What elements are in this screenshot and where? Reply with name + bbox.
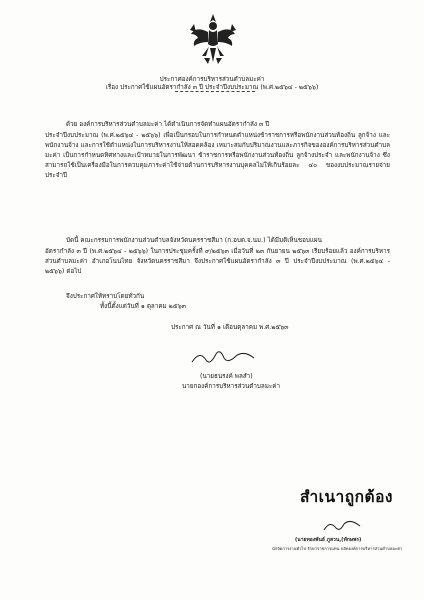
paragraph-1-first-line: ด้วย องค์การบริหารส่วนตำบลมะค่า ได้ดำเนินการจัดทำแผนอัตรากำลัง ๓ ปี	[66, 121, 270, 128]
announcement-date: ประกาศ ณ วันที่ ๑ เดือนตุลาคม พ.ศ.๒๕๖๓	[171, 324, 289, 331]
certifier-signature-mark	[322, 518, 362, 534]
signature-mark	[188, 346, 258, 368]
garuda-emblem-icon	[188, 12, 238, 72]
signatory-name: (นายธนรงค์ พลสำ)	[200, 373, 253, 380]
signatory-title: นายกองค์การบริหารส่วนตำบลมะค่า	[182, 383, 281, 390]
certifier-position: นักจัดการงานทั่วไป รักษาราชการแทน ปลัดองค์การบริหารส่วนตำบลมะค่า	[272, 546, 403, 551]
paragraph-2-first-line: บัดนี้ คณะกรรมการพนักงานส่วนตำบลจังหวัดนครราชสีมา (ก.อบต.จ.นม.) ได้มีมติเห็นชอบแผน	[66, 237, 322, 244]
certifier-name: (นายทองพันธ์ ภูสวน,(ทักษพร)	[295, 537, 362, 543]
paragraph-3: จึงประกาศให้ทราบโดยทั่วกัน	[66, 293, 145, 300]
certified-copy-stamp: สำเนาถูกต้อง	[300, 487, 393, 506]
paragraph-1-body: ประจำปีงบประมาณ (พ.ศ.๒๕๖๔ - ๒๕๖๖) เพื่อเป็นกรอบในการกำหนดตำแหน่งข้าราชการหรือพนักงานส่วนท้องถิ่น ลูกจ้าง และพนักงานจ้าง และการใช้ตำแหน่งในการบริหารงานให้สอดคล้อง เหมาะสมกับปริมาณงานและภารกิจขององค์การบริหารส่วนตำบลมะค่า เป็นการกำหนดทิศทางและเป้าหมายในการพัฒนา ข้าราชการหรือพนักงานส่วนท้องถิ่น ลูกจ้างประจำ และพนักงานจ้าง ซึ่งสามารถใช้เป็นเครื่องมือในการควบคุมภาระค่าใช้จ่ายด้านการบริหารงานบุคคลไม่ให้เกินร้อยละ ๔๐ ของงบประมาณรายจ่ายประจำปี	[45, 132, 390, 179]
paragraph-2-body: อัตรากำลัง ๓ ปี (พ.ศ.๒๕๖๔ - ๒๕๖๖) ในการประชุมครั้งที่ ๙/๒๕๖๓ เมื่อวันที่ ๒๓ กันยายน ๒๕๖๓ เรียบร้อยแล้ว องค์การบริหารส่วนตำบลมะค่า อำเภอโนนไทย จังหวัดนครราชสีมา จึงประกาศใช้แผนอัตรากำลัง ๓ ปี ประจำปีงบประมาณ (พ.ศ.๒๕๖๔ - ๒๕๖๖) ต่อไป	[45, 248, 390, 275]
announcement-org: ประกาศองค์การบริหารส่วนตำบลมะค่า	[159, 76, 265, 83]
announcement-subject: เรื่อง ประกาศใช้แผนอัตรากำลัง ๓ ปี ประจำปีงบประมาณ (พ.ศ.๒๕๖๔ - ๒๕๖๖)	[105, 84, 319, 91]
title-divider	[175, 91, 255, 92]
effective-date: ทั้งนี้ตั้งแต่วันที่ ๑ ตุลาคม ๒๕๖๓	[100, 303, 186, 310]
